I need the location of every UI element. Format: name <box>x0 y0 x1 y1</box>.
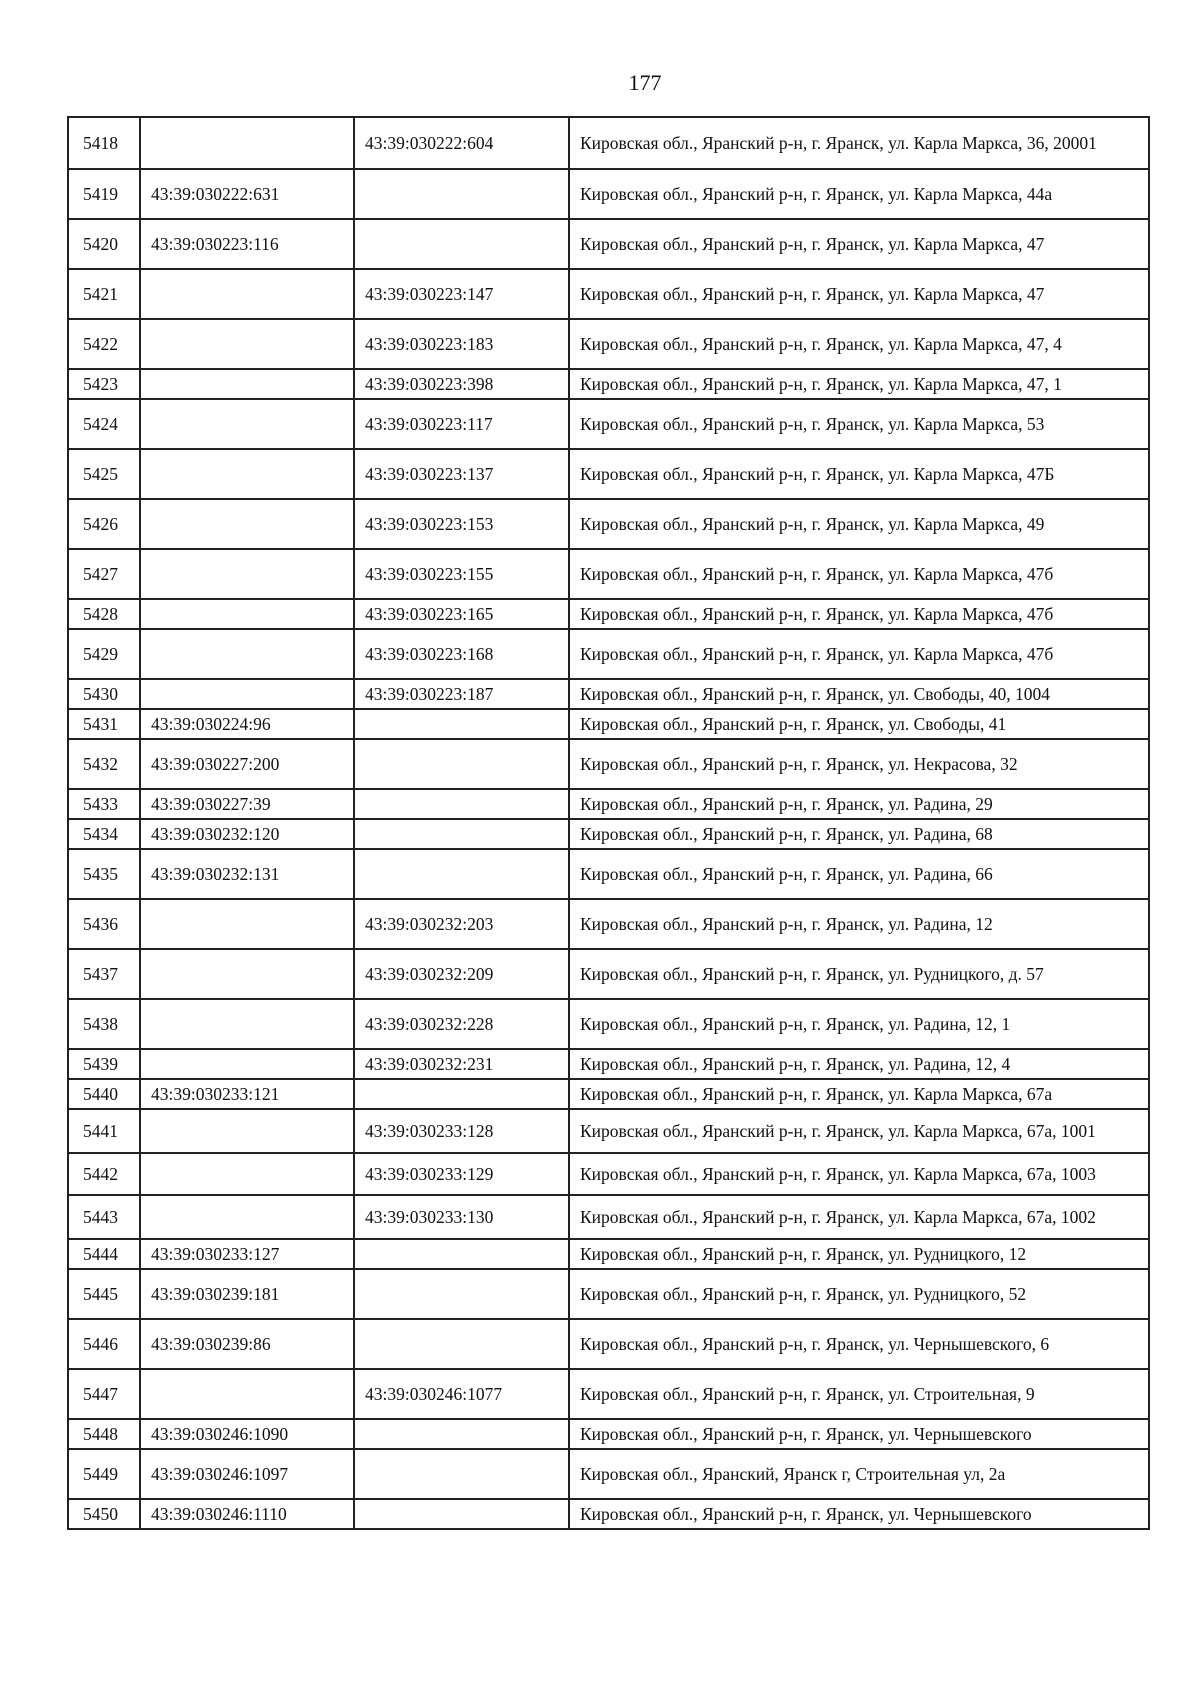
cadastral-number-cell: 43:39:030246:1110 <box>140 1499 354 1529</box>
row-number-cell: 5418 <box>68 117 140 169</box>
address-cell: Кировская обл., Яранский р-н, г. Яранск, ул. Карла Маркса, 44а <box>569 169 1149 219</box>
object-number-cell: 43:39:030246:1077 <box>354 1369 569 1419</box>
row-number-cell: 5426 <box>68 499 140 549</box>
cadastral-number-cell <box>140 679 354 709</box>
cadastral-number-cell <box>140 1049 354 1079</box>
address-cell: Кировская обл., Яранский р-н, г. Яранск, ул. Свободы, 40, 1004 <box>569 679 1149 709</box>
address-cell: Кировская обл., Яранский р-н, г. Яранск, ул. Чернышевского <box>569 1419 1149 1449</box>
row-number-cell: 5420 <box>68 219 140 269</box>
cadastral-number-cell <box>140 1369 354 1419</box>
object-number-cell: 43:39:030222:604 <box>354 117 569 169</box>
row-number-cell: 5440 <box>68 1079 140 1109</box>
table-row <box>68 629 1149 679</box>
address-cell: Кировская обл., Яранский р-н, г. Яранск, ул. Некрасова, 32 <box>569 739 1149 789</box>
cadastral-number-cell <box>140 1195 354 1239</box>
address-cell: Кировская обл., Яранский р-н, г. Яранск, ул. Карла Маркса, 47 <box>569 219 1149 269</box>
object-number-cell <box>354 1419 569 1449</box>
table-row <box>68 949 1149 999</box>
cadastral-number-cell: 43:39:030232:131 <box>140 849 354 899</box>
table-row <box>68 1419 1149 1449</box>
table-row <box>68 849 1149 899</box>
cadastral-number-cell: 43:39:030223:116 <box>140 219 354 269</box>
address-cell: Кировская обл., Яранский р-н, г. Яранск, ул. Чернышевского <box>569 1499 1149 1529</box>
address-cell: Кировская обл., Яранский р-н, г. Яранск, ул. Карла Маркса, 47, 4 <box>569 319 1149 369</box>
table-row <box>68 269 1149 319</box>
address-cell: Кировская обл., Яранский р-н, г. Яранск, ул. Радина, 12, 1 <box>569 999 1149 1049</box>
table-row <box>68 1319 1149 1369</box>
row-number-cell: 5432 <box>68 739 140 789</box>
object-number-cell: 43:39:030232:231 <box>354 1049 569 1079</box>
object-number-cell: 43:39:030223:183 <box>354 319 569 369</box>
row-number-cell: 5433 <box>68 789 140 819</box>
address-cell: Кировская обл., Яранский р-н, г. Яранск, ул. Рудницкого, 12 <box>569 1239 1149 1269</box>
address-cell: Кировская обл., Яранский р-н, г. Яранск, ул. Радина, 29 <box>569 789 1149 819</box>
cadastral-number-cell: 43:39:030239:86 <box>140 1319 354 1369</box>
address-cell: Кировская обл., Яранский р-н, г. Яранск, ул. Карла Маркса, 47б <box>569 629 1149 679</box>
cadastral-number-cell <box>140 499 354 549</box>
address-cell: Кировская обл., Яранский р-н, г. Яранск, ул. Рудницкого, д. 57 <box>569 949 1149 999</box>
table-row <box>68 1049 1149 1079</box>
object-number-cell <box>354 1239 569 1269</box>
address-cell: Кировская обл., Яранский р-н, г. Яранск, ул. Карла Маркса, 67а <box>569 1079 1149 1109</box>
object-number-cell: 43:39:030233:130 <box>354 1195 569 1239</box>
address-cell: Кировская обл., Яранский р-н, г. Яранск, ул. Свободы, 41 <box>569 709 1149 739</box>
table-row <box>68 1449 1149 1499</box>
cadastral-number-cell <box>140 549 354 599</box>
row-number-cell: 5424 <box>68 399 140 449</box>
object-number-cell: 43:39:030223:147 <box>354 269 569 319</box>
table-row <box>68 599 1149 629</box>
address-cell: Кировская обл., Яранский р-н, г. Яранск, ул. Карла Маркса, 67а, 1001 <box>569 1109 1149 1153</box>
object-number-cell <box>354 849 569 899</box>
table-row <box>68 899 1149 949</box>
object-number-cell: 43:39:030232:228 <box>354 999 569 1049</box>
object-number-cell: 43:39:030223:168 <box>354 629 569 679</box>
cadastral-number-cell: 43:39:030233:127 <box>140 1239 354 1269</box>
row-number-cell: 5447 <box>68 1369 140 1419</box>
row-number-cell: 5436 <box>68 899 140 949</box>
row-number-cell: 5444 <box>68 1239 140 1269</box>
cadastral-number-cell <box>140 1153 354 1195</box>
object-number-cell: 43:39:030223:155 <box>354 549 569 599</box>
object-number-cell: 43:39:030223:117 <box>354 399 569 449</box>
cadastral-register-table <box>67 116 1150 1530</box>
row-number-cell: 5419 <box>68 169 140 219</box>
table-row <box>68 1079 1149 1109</box>
cadastral-number-cell: 43:39:030227:200 <box>140 739 354 789</box>
cadastral-number-cell <box>140 117 354 169</box>
table-row <box>68 819 1149 849</box>
address-cell: Кировская обл., Яранский р-н, г. Яранск, ул. Радина, 66 <box>569 849 1149 899</box>
cadastral-number-cell: 43:39:030239:181 <box>140 1269 354 1319</box>
row-number-cell: 5425 <box>68 449 140 499</box>
table-row <box>68 219 1149 269</box>
table-row <box>68 789 1149 819</box>
table-row <box>68 369 1149 399</box>
address-cell: Кировская обл., Яранский р-н, г. Яранск, ул. Карла Маркса, 47б <box>569 599 1149 629</box>
address-cell: Кировская обл., Яранский р-н, г. Яранск, ул. Радина, 12, 4 <box>569 1049 1149 1079</box>
table-row <box>68 1269 1149 1319</box>
row-number-cell: 5422 <box>68 319 140 369</box>
address-cell: Кировская обл., Яранский р-н, г. Яранск, ул. Карла Маркса, 36, 20001 <box>569 117 1149 169</box>
row-number-cell: 5439 <box>68 1049 140 1079</box>
cadastral-number-cell: 43:39:030232:120 <box>140 819 354 849</box>
cadastral-number-cell: 43:39:030246:1090 <box>140 1419 354 1449</box>
object-number-cell <box>354 739 569 789</box>
table-row <box>68 1195 1149 1239</box>
cadastral-number-cell <box>140 269 354 319</box>
cadastral-number-cell <box>140 629 354 679</box>
object-number-cell <box>354 1079 569 1109</box>
row-number-cell: 5448 <box>68 1419 140 1449</box>
row-number-cell: 5427 <box>68 549 140 599</box>
object-number-cell <box>354 1449 569 1499</box>
table-row <box>68 1109 1149 1153</box>
row-number-cell: 5442 <box>68 1153 140 1195</box>
row-number-cell: 5450 <box>68 1499 140 1529</box>
cadastral-number-cell <box>140 949 354 999</box>
table-row <box>68 1153 1149 1195</box>
table-row <box>68 679 1149 709</box>
row-number-cell: 5435 <box>68 849 140 899</box>
object-number-cell: 43:39:030232:203 <box>354 899 569 949</box>
table-row <box>68 499 1149 549</box>
table-row <box>68 399 1149 449</box>
row-number-cell: 5434 <box>68 819 140 849</box>
object-number-cell: 43:39:030223:165 <box>354 599 569 629</box>
cadastral-number-cell <box>140 1109 354 1153</box>
row-number-cell: 5445 <box>68 1269 140 1319</box>
row-number-cell: 5429 <box>68 629 140 679</box>
object-number-cell <box>354 1319 569 1369</box>
object-number-cell <box>354 169 569 219</box>
object-number-cell <box>354 819 569 849</box>
object-number-cell <box>354 789 569 819</box>
address-cell: Кировская обл., Яранский р-н, г. Яранск, ул. Строительная, 9 <box>569 1369 1149 1419</box>
object-number-cell: 43:39:030223:187 <box>354 679 569 709</box>
address-cell: Кировская обл., Яранский р-н, г. Яранск, ул. Карла Маркса, 47б <box>569 549 1149 599</box>
object-number-cell <box>354 1269 569 1319</box>
row-number-cell: 5438 <box>68 999 140 1049</box>
address-cell: Кировская обл., Яранский, Яранск г, Строительная ул, 2а <box>569 1449 1149 1499</box>
object-number-cell: 43:39:030223:153 <box>354 499 569 549</box>
table-row <box>68 999 1149 1049</box>
cadastral-number-cell <box>140 449 354 499</box>
row-number-cell: 5430 <box>68 679 140 709</box>
address-cell: Кировская обл., Яранский р-н, г. Яранск, ул. Чернышевского, 6 <box>569 1319 1149 1369</box>
object-number-cell: 43:39:030233:129 <box>354 1153 569 1195</box>
address-cell: Кировская обл., Яранский р-н, г. Яранск, ул. Карла Маркса, 49 <box>569 499 1149 549</box>
table-row <box>68 1369 1149 1419</box>
address-cell: Кировская обл., Яранский р-н, г. Яранск, ул. Карла Маркса, 47 <box>569 269 1149 319</box>
object-number-cell: 43:39:030233:128 <box>354 1109 569 1153</box>
cadastral-number-cell: 43:39:030233:121 <box>140 1079 354 1109</box>
cadastral-number-cell: 43:39:030227:39 <box>140 789 354 819</box>
address-cell: Кировская обл., Яранский р-н, г. Яранск, ул. Радина, 68 <box>569 819 1149 849</box>
row-number-cell: 5421 <box>68 269 140 319</box>
object-number-cell <box>354 219 569 269</box>
row-number-cell: 5441 <box>68 1109 140 1153</box>
cadastral-number-cell <box>140 999 354 1049</box>
cadastral-number-cell <box>140 599 354 629</box>
address-cell: Кировская обл., Яранский р-н, г. Яранск, ул. Карла Маркса, 67а, 1003 <box>569 1153 1149 1195</box>
object-number-cell: 43:39:030223:398 <box>354 369 569 399</box>
row-number-cell: 5437 <box>68 949 140 999</box>
cadastral-number-cell <box>140 319 354 369</box>
cadastral-number-cell: 43:39:030224:96 <box>140 709 354 739</box>
table-row <box>68 549 1149 599</box>
address-cell: Кировская обл., Яранский р-н, г. Яранск, ул. Карла Маркса, 53 <box>569 399 1149 449</box>
table-body <box>68 117 1149 1529</box>
table-row <box>68 169 1149 219</box>
object-number-cell <box>354 709 569 739</box>
address-cell: Кировская обл., Яранский р-н, г. Яранск, ул. Радина, 12 <box>569 899 1149 949</box>
cadastral-number-cell <box>140 369 354 399</box>
address-cell: Кировская обл., Яранский р-н, г. Яранск, ул. Карла Маркса, 67а, 1002 <box>569 1195 1149 1239</box>
cadastral-number-cell <box>140 399 354 449</box>
cadastral-number-cell: 43:39:030246:1097 <box>140 1449 354 1499</box>
table-row <box>68 1239 1149 1269</box>
table-row <box>68 709 1149 739</box>
table-row <box>68 739 1149 789</box>
address-cell: Кировская обл., Яранский р-н, г. Яранск, ул. Рудницкого, 52 <box>569 1269 1149 1319</box>
table-row <box>68 449 1149 499</box>
row-number-cell: 5443 <box>68 1195 140 1239</box>
row-number-cell: 5446 <box>68 1319 140 1369</box>
row-number-cell: 5449 <box>68 1449 140 1499</box>
table-row <box>68 1499 1149 1529</box>
address-cell: Кировская обл., Яранский р-н, г. Яранск, ул. Карла Маркса, 47, 1 <box>569 369 1149 399</box>
object-number-cell <box>354 1499 569 1529</box>
cadastral-number-cell <box>140 899 354 949</box>
row-number-cell: 5428 <box>68 599 140 629</box>
page-number: 177 <box>628 70 662 95</box>
row-number-cell: 5431 <box>68 709 140 739</box>
object-number-cell: 43:39:030232:209 <box>354 949 569 999</box>
address-cell: Кировская обл., Яранский р-н, г. Яранск, ул. Карла Маркса, 47Б <box>569 449 1149 499</box>
cadastral-number-cell: 43:39:030222:631 <box>140 169 354 219</box>
object-number-cell: 43:39:030223:137 <box>354 449 569 499</box>
table-row <box>68 319 1149 369</box>
row-number-cell: 5423 <box>68 369 140 399</box>
table-row <box>68 117 1149 169</box>
